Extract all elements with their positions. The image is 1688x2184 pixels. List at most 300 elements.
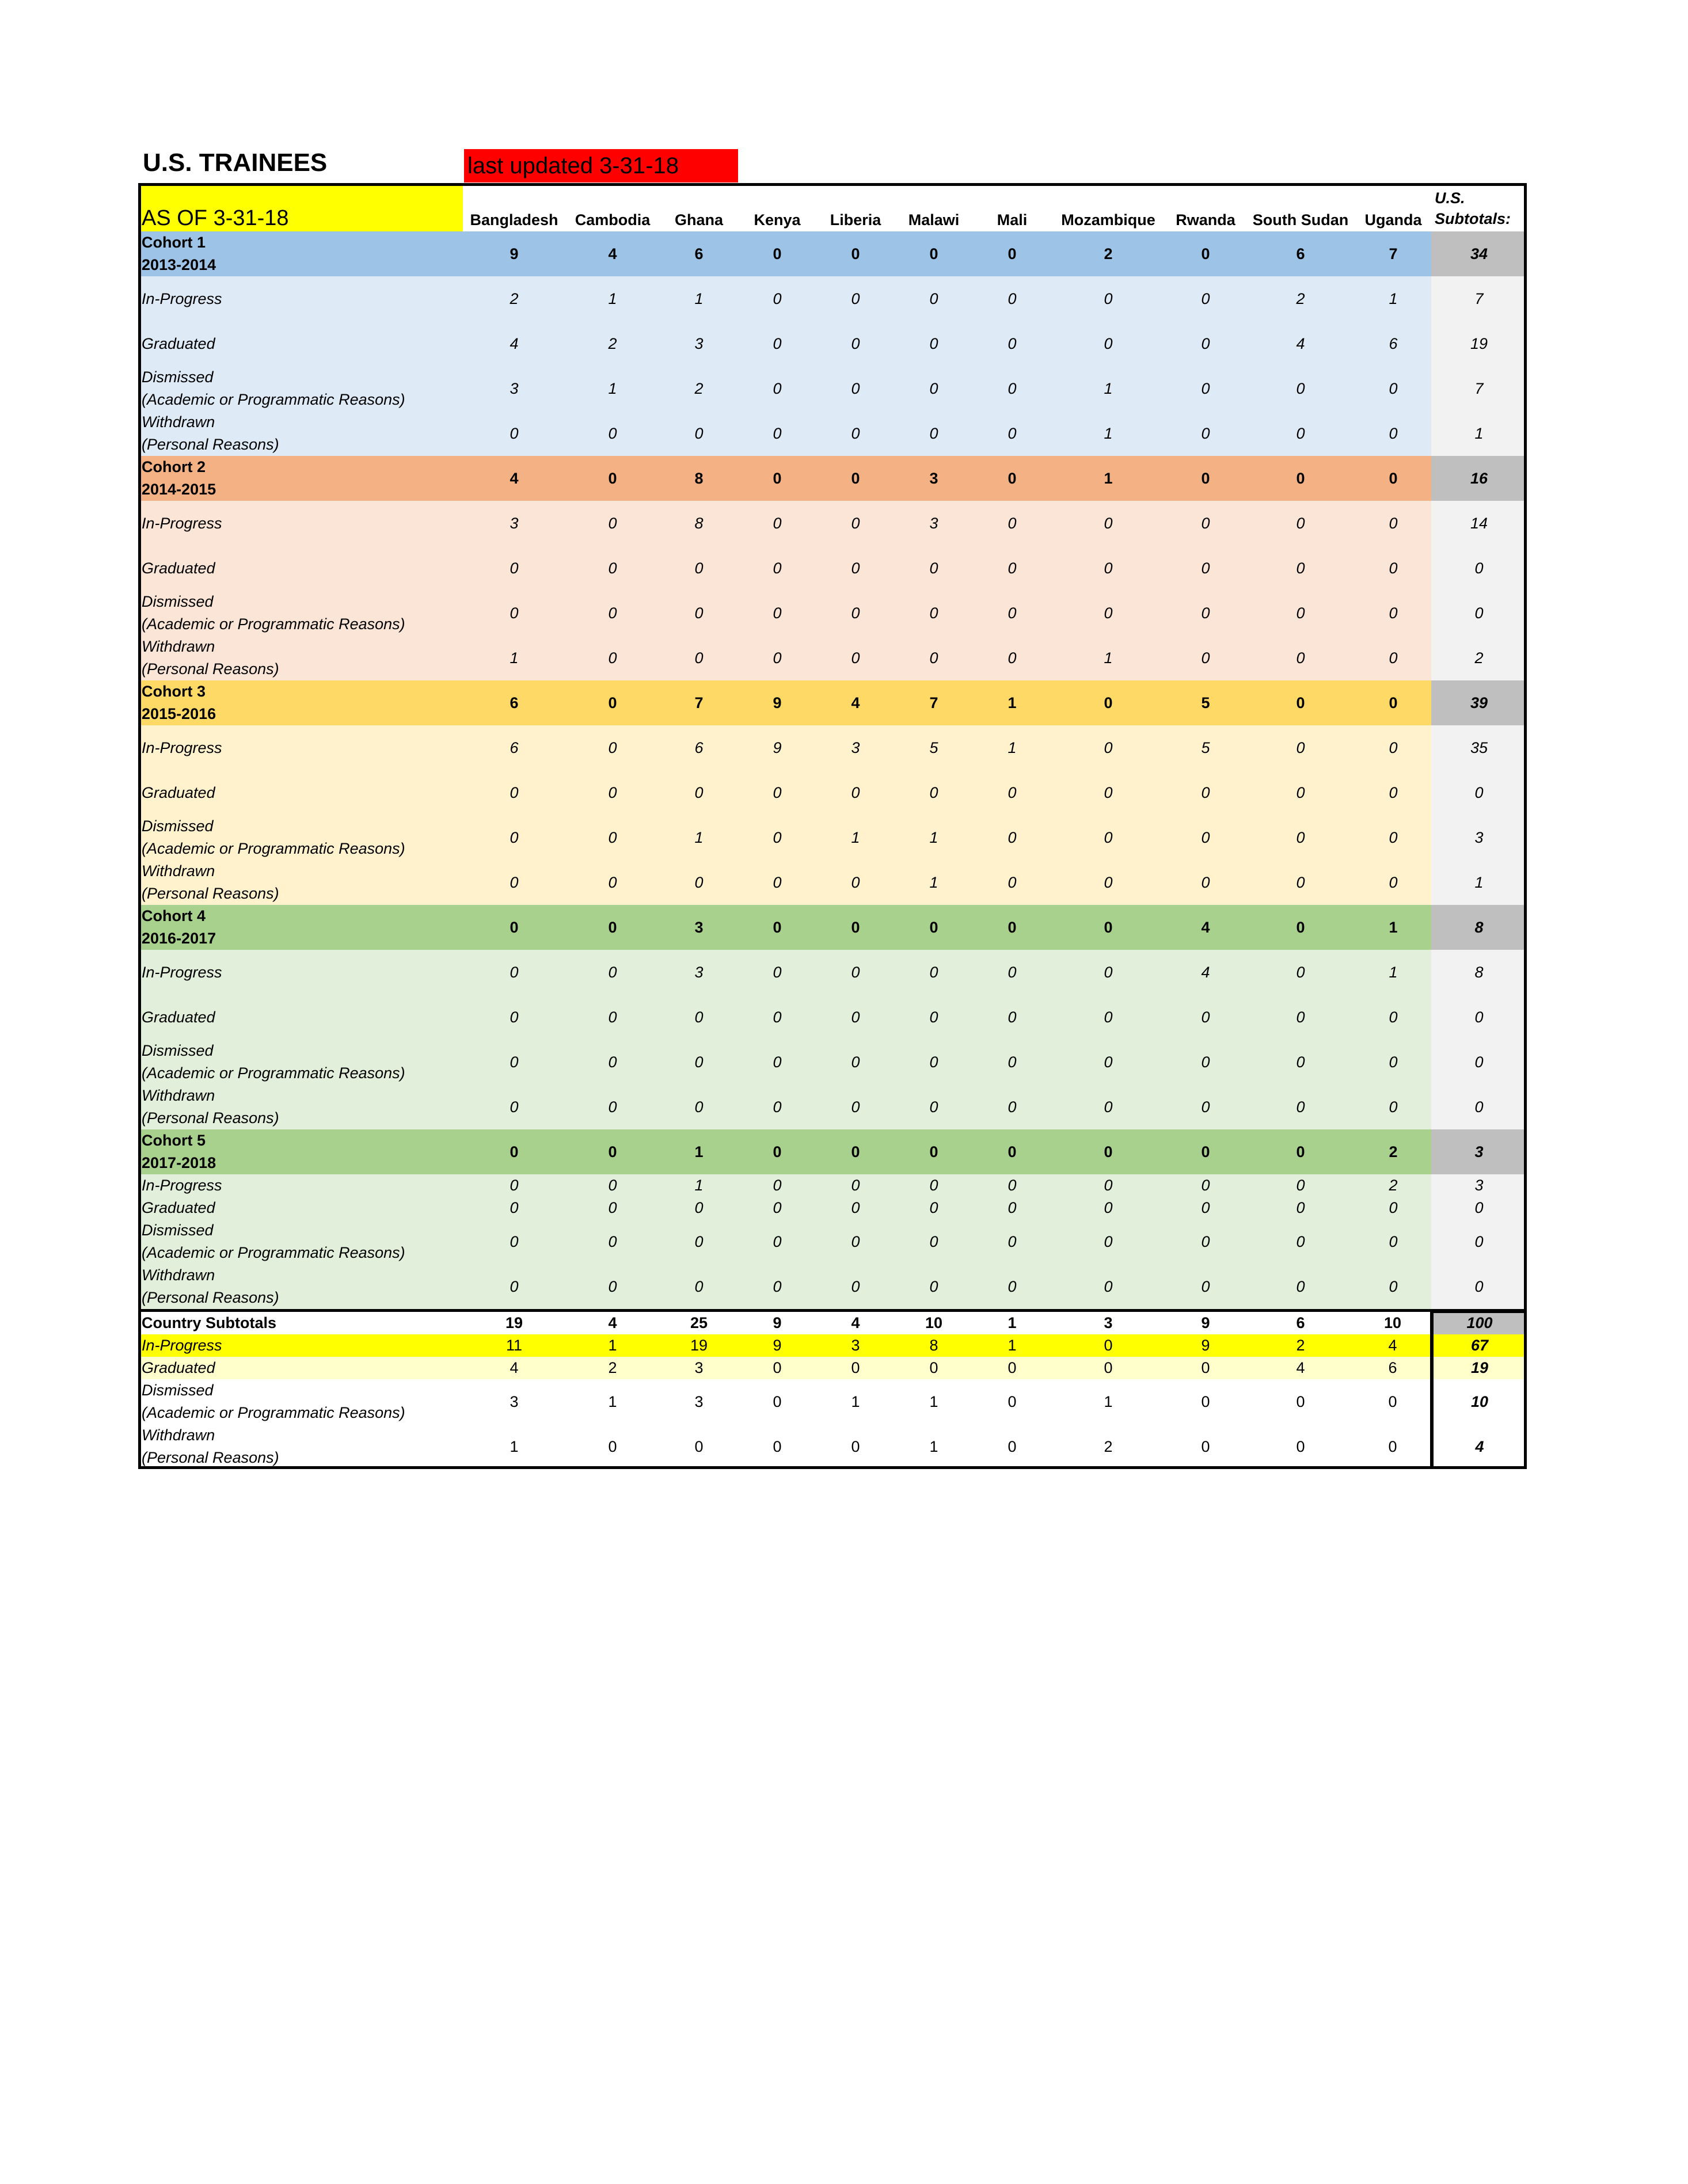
value-cell: 1 bbox=[929, 1437, 938, 1455]
trainees-table bbox=[138, 183, 1527, 1469]
value-cell: 0 bbox=[1104, 963, 1113, 981]
row-label: Dismissed (Academic or Programmatic Reasons) bbox=[142, 1382, 405, 1421]
cohort-total-cell: 7 bbox=[1389, 245, 1398, 262]
cohort-total-cell: 0 bbox=[1104, 694, 1113, 711]
value-cell: 2 bbox=[1296, 290, 1305, 307]
value-cell: 0 bbox=[510, 1277, 519, 1295]
value-cell: 0 bbox=[694, 1053, 704, 1071]
row-label: Withdrawn (Personal Reasons) bbox=[142, 1426, 279, 1466]
detail-row-graduated bbox=[138, 321, 1527, 366]
value-cell: 0 bbox=[1104, 514, 1113, 532]
value-cell: 0 bbox=[694, 1199, 704, 1216]
value-cell: 0 bbox=[773, 379, 782, 397]
cohort-total-cell: 0 bbox=[851, 1143, 860, 1161]
value-cell: 1 bbox=[608, 290, 617, 307]
detail-row-dismissed bbox=[138, 366, 1527, 411]
value-cell: 0 bbox=[1165, 1357, 1246, 1379]
subtotal-cell: 14 bbox=[1431, 501, 1527, 546]
cohort-total-cell: 9 bbox=[773, 694, 782, 711]
value-cell: 0 bbox=[851, 559, 860, 577]
value-cell: 0 bbox=[929, 1098, 938, 1116]
cohort-total-cell: 0 bbox=[851, 918, 860, 936]
cohort-total-cell: 0 bbox=[510, 918, 519, 936]
value-cell: 0 bbox=[1008, 873, 1017, 891]
row-label: In-Progress bbox=[142, 290, 222, 307]
value-cell: 0 bbox=[929, 290, 938, 307]
value-cell: 0 bbox=[1008, 783, 1017, 801]
value-cell: 0 bbox=[1104, 334, 1113, 352]
country-header-malawi: Malawi bbox=[895, 183, 973, 231]
value-cell: 0 bbox=[773, 963, 782, 981]
detail-row-dismissed bbox=[138, 1219, 1527, 1264]
value-cell: 0 bbox=[851, 1098, 860, 1116]
value-cell: 0 bbox=[773, 559, 782, 577]
value-cell: 1 bbox=[851, 828, 860, 846]
subtotal-cell: 1 bbox=[1431, 860, 1527, 905]
value-cell: 0 bbox=[1389, 514, 1398, 532]
subtotal-cell: 0 bbox=[1431, 1219, 1527, 1264]
value-cell: 0 bbox=[1051, 1334, 1165, 1357]
value-cell: 0 bbox=[773, 1008, 782, 1026]
cohort-total-cell: 0 bbox=[1201, 469, 1210, 487]
cohort-2-row bbox=[138, 456, 1527, 501]
cohort-total-cell: 6 bbox=[510, 694, 519, 711]
country-subtotal-cell: 1 bbox=[973, 1311, 1051, 1335]
value-cell: 0 bbox=[1008, 828, 1017, 846]
subtotal-cell: 19 bbox=[1431, 1357, 1527, 1379]
value-cell: 0 bbox=[1201, 604, 1210, 622]
value-cell: 0 bbox=[694, 1437, 704, 1455]
value-cell: 0 bbox=[1296, 783, 1305, 801]
value-cell: 0 bbox=[1389, 873, 1398, 891]
value-cell: 0 bbox=[1008, 559, 1017, 577]
subtotal-cell: 3 bbox=[1431, 1174, 1527, 1197]
value-cell: 0 bbox=[773, 1392, 782, 1410]
country-subtotal-row-dismissed bbox=[138, 1379, 1527, 1424]
value-cell: 0 bbox=[1296, 1008, 1305, 1026]
us-subtotals-header: U.S. Subtotals: bbox=[1431, 183, 1527, 231]
value-cell: 0 bbox=[1051, 1357, 1165, 1379]
cohort-total-cell: 1 bbox=[1389, 918, 1398, 936]
cohort-total-cell: 0 bbox=[1389, 469, 1398, 487]
value-cell: 0 bbox=[929, 783, 938, 801]
country-header-cambodia: Cambodia bbox=[565, 183, 660, 231]
value-cell: 1 bbox=[1104, 1392, 1113, 1410]
detail-row-withdrawn bbox=[138, 1085, 1527, 1129]
row-label: In-Progress bbox=[142, 739, 222, 756]
cohort-total-cell: 7 bbox=[929, 694, 938, 711]
row-label: Graduated bbox=[142, 559, 215, 577]
value-cell: 0 bbox=[1389, 1053, 1398, 1071]
cohort-total-cell: 0 bbox=[851, 245, 860, 262]
row-label: Graduated bbox=[142, 1008, 215, 1026]
country-subtotal-row-graduated bbox=[138, 1357, 1527, 1379]
value-cell: 19 bbox=[660, 1334, 738, 1357]
value-cell: 0 bbox=[851, 1008, 860, 1026]
country-subtotal-cell: 25 bbox=[660, 1311, 738, 1335]
row-label: Withdrawn (Personal Reasons) bbox=[142, 638, 279, 678]
value-cell: 0 bbox=[694, 1098, 704, 1116]
value-cell: 0 bbox=[694, 873, 704, 891]
value-cell: 3 bbox=[694, 1392, 704, 1410]
value-cell: 2 bbox=[1389, 1177, 1398, 1194]
value-cell: 0 bbox=[1008, 1053, 1017, 1071]
value-cell: 0 bbox=[608, 604, 617, 622]
country-subtotal-cell: 4 bbox=[816, 1311, 895, 1335]
value-cell: 4 bbox=[1246, 1357, 1355, 1379]
value-cell: 0 bbox=[1104, 1053, 1113, 1071]
value-cell: 0 bbox=[1389, 828, 1398, 846]
value-cell: 0 bbox=[1201, 559, 1210, 577]
value-cell: 0 bbox=[510, 1199, 519, 1216]
value-cell: 0 bbox=[1201, 1232, 1210, 1250]
value-cell: 0 bbox=[1201, 828, 1210, 846]
cohort-total-cell: 0 bbox=[1296, 469, 1305, 487]
value-cell: 4 bbox=[1201, 963, 1210, 981]
value-cell: 0 bbox=[608, 1098, 617, 1116]
value-cell: 0 bbox=[1104, 1098, 1113, 1116]
subtotal-cell: 0 bbox=[1431, 770, 1527, 815]
value-cell: 0 bbox=[851, 1053, 860, 1071]
country-subtotal-cell: 19 bbox=[463, 1311, 565, 1335]
value-cell: 1 bbox=[973, 1334, 1051, 1357]
value-cell: 0 bbox=[1104, 1008, 1113, 1026]
value-cell: 0 bbox=[1104, 783, 1113, 801]
value-cell: 0 bbox=[1296, 828, 1305, 846]
detail-row-graduated bbox=[138, 770, 1527, 815]
cohort-total-cell: 0 bbox=[1008, 469, 1017, 487]
value-cell: 2 bbox=[608, 334, 617, 352]
value-cell: 0 bbox=[1201, 334, 1210, 352]
cohort-subtotal-cell: 16 bbox=[1431, 456, 1527, 501]
value-cell: 0 bbox=[1008, 604, 1017, 622]
country-subtotals-label: Country Subtotals bbox=[138, 1311, 463, 1335]
value-cell: 0 bbox=[1389, 559, 1398, 577]
cohort-5-row bbox=[138, 1129, 1527, 1174]
value-cell: 0 bbox=[1296, 873, 1305, 891]
country-header-rwanda: Rwanda bbox=[1165, 183, 1246, 231]
value-cell: 0 bbox=[851, 514, 860, 532]
value-cell: 0 bbox=[1296, 1098, 1305, 1116]
value-cell: 2 bbox=[510, 290, 519, 307]
row-label: Withdrawn (Personal Reasons) bbox=[142, 413, 279, 453]
cohort-total-cell: 9 bbox=[510, 245, 519, 262]
value-cell: 0 bbox=[851, 334, 860, 352]
value-cell: 0 bbox=[1389, 1199, 1398, 1216]
value-cell: 11 bbox=[463, 1334, 565, 1357]
cohort-total-cell: 6 bbox=[1296, 245, 1305, 262]
value-cell: 0 bbox=[1389, 739, 1398, 756]
value-cell: 1 bbox=[929, 828, 938, 846]
value-cell: 0 bbox=[608, 514, 617, 532]
value-cell: 2 bbox=[694, 379, 704, 397]
detail-row-in-progress bbox=[138, 276, 1527, 321]
value-cell: 0 bbox=[694, 783, 704, 801]
value-cell: 8 bbox=[895, 1334, 973, 1357]
value-cell: 0 bbox=[1104, 1232, 1113, 1250]
value-cell: 0 bbox=[608, 783, 617, 801]
value-cell: 0 bbox=[1296, 514, 1305, 532]
value-cell: 0 bbox=[929, 604, 938, 622]
subtotal-cell: 0 bbox=[1431, 1197, 1527, 1219]
row-label: Withdrawn (Personal Reasons) bbox=[142, 862, 279, 902]
value-cell: 9 bbox=[1165, 1334, 1246, 1357]
cohort-total-cell: 1 bbox=[1008, 694, 1017, 711]
last-updated-banner: last updated 3-31-18 bbox=[464, 149, 738, 182]
subtotal-cell: 3 bbox=[1431, 815, 1527, 860]
value-cell: 0 bbox=[773, 783, 782, 801]
value-cell: 0 bbox=[773, 604, 782, 622]
value-cell: 1 bbox=[1104, 424, 1113, 442]
value-cell: 0 bbox=[1008, 424, 1017, 442]
value-cell: 1 bbox=[1104, 649, 1113, 667]
value-cell: 0 bbox=[694, 559, 704, 577]
value-cell: 0 bbox=[694, 1232, 704, 1250]
value-cell: 0 bbox=[1389, 1008, 1398, 1026]
detail-row-withdrawn bbox=[138, 1264, 1527, 1311]
cohort-subtotal-cell: 34 bbox=[1431, 231, 1527, 276]
value-cell: 0 bbox=[773, 828, 782, 846]
subtotal-cell: 0 bbox=[1431, 995, 1527, 1040]
cohort-label: Cohort 2 2014-2015 bbox=[142, 458, 216, 498]
value-cell: 0 bbox=[1008, 1232, 1017, 1250]
value-cell: 6 bbox=[1355, 1357, 1431, 1379]
page-title: U.S. TRAINEES bbox=[143, 149, 328, 177]
value-cell: 0 bbox=[773, 290, 782, 307]
value-cell: 0 bbox=[1389, 1098, 1398, 1116]
value-cell: 0 bbox=[851, 424, 860, 442]
as-of-label: AS OF 3-31-18 bbox=[138, 183, 463, 231]
country-header-south-sudan: South Sudan bbox=[1246, 183, 1355, 231]
row-label: Withdrawn (Personal Reasons) bbox=[142, 1266, 279, 1306]
value-cell: 0 bbox=[1008, 1199, 1017, 1216]
value-cell: 0 bbox=[510, 963, 519, 981]
cohort-total-cell: 0 bbox=[773, 1143, 782, 1161]
value-cell: 3 bbox=[510, 1392, 519, 1410]
value-cell: 0 bbox=[1201, 424, 1210, 442]
cohort-total-cell: 0 bbox=[1296, 1143, 1305, 1161]
value-cell: 1 bbox=[1389, 963, 1398, 981]
cohort-label: Cohort 3 2015-2016 bbox=[142, 683, 216, 722]
value-cell: 0 bbox=[773, 424, 782, 442]
value-cell: 0 bbox=[1201, 783, 1210, 801]
cohort-total-cell: 2 bbox=[1389, 1143, 1398, 1161]
country-header-bangladesh: Bangladesh bbox=[463, 183, 565, 231]
cohort-total-cell: 0 bbox=[1201, 245, 1210, 262]
value-cell: 0 bbox=[1008, 290, 1017, 307]
row-label: Dismissed (Academic or Programmatic Reasons) bbox=[142, 817, 405, 857]
value-cell: 1 bbox=[929, 1392, 938, 1410]
value-cell: 0 bbox=[773, 1437, 782, 1455]
country-header-liberia: Liberia bbox=[816, 183, 895, 231]
value-cell: 0 bbox=[510, 828, 519, 846]
cohort-1-row bbox=[138, 231, 1527, 276]
value-cell: 0 bbox=[608, 1277, 617, 1295]
value-cell: 0 bbox=[816, 1357, 895, 1379]
cohort-total-cell: 0 bbox=[608, 918, 617, 936]
value-cell: 0 bbox=[1296, 649, 1305, 667]
value-cell: 0 bbox=[1201, 649, 1210, 667]
cohort-total-cell: 0 bbox=[608, 1143, 617, 1161]
cohort-total-cell: 0 bbox=[773, 918, 782, 936]
cohort-total-cell: 0 bbox=[929, 1143, 938, 1161]
value-cell: 0 bbox=[1201, 873, 1210, 891]
subtotal-cell: 10 bbox=[1431, 1379, 1527, 1424]
cohort-total-cell: 0 bbox=[1104, 1143, 1113, 1161]
value-cell: 0 bbox=[773, 1098, 782, 1116]
value-cell: 0 bbox=[1008, 1008, 1017, 1026]
cohort-subtotal-cell: 3 bbox=[1431, 1129, 1527, 1174]
value-cell: 0 bbox=[851, 783, 860, 801]
value-cell: 0 bbox=[510, 1232, 519, 1250]
value-cell: 0 bbox=[510, 783, 519, 801]
value-cell: 3 bbox=[929, 514, 938, 532]
value-cell: 0 bbox=[929, 334, 938, 352]
cohort-total-cell: 3 bbox=[929, 469, 938, 487]
detail-row-in-progress bbox=[138, 950, 1527, 995]
cohort-total-cell: 0 bbox=[608, 469, 617, 487]
detail-row-graduated bbox=[138, 995, 1527, 1040]
value-cell: 0 bbox=[1389, 379, 1398, 397]
value-cell: 0 bbox=[851, 1277, 860, 1295]
country-subtotal-row-in-progress bbox=[138, 1334, 1527, 1357]
cohort-total-cell: 0 bbox=[1008, 918, 1017, 936]
detail-row-withdrawn bbox=[138, 411, 1527, 456]
value-cell: 0 bbox=[773, 334, 782, 352]
value-cell: 0 bbox=[1008, 649, 1017, 667]
value-cell: 0 bbox=[1296, 1277, 1305, 1295]
value-cell: 0 bbox=[1389, 649, 1398, 667]
value-cell: 0 bbox=[1296, 379, 1305, 397]
value-cell: 0 bbox=[1201, 1098, 1210, 1116]
value-cell: 0 bbox=[1296, 1053, 1305, 1071]
cohort-total-cell: 0 bbox=[608, 694, 617, 711]
grand-total-cell: 100 bbox=[1431, 1311, 1527, 1335]
value-cell: 0 bbox=[773, 514, 782, 532]
detail-row-dismissed bbox=[138, 591, 1527, 636]
value-cell: 5 bbox=[1201, 739, 1210, 756]
value-cell: 0 bbox=[1104, 559, 1113, 577]
detail-row-in-progress bbox=[138, 1174, 1527, 1197]
value-cell: 0 bbox=[1389, 783, 1398, 801]
value-cell: 0 bbox=[1389, 604, 1398, 622]
value-cell: 0 bbox=[1296, 1177, 1305, 1194]
value-cell: 1 bbox=[694, 1177, 704, 1194]
value-cell: 0 bbox=[608, 649, 617, 667]
value-cell: 0 bbox=[1008, 514, 1017, 532]
value-cell: 0 bbox=[851, 873, 860, 891]
detail-row-graduated bbox=[138, 546, 1527, 591]
value-cell: 0 bbox=[608, 1177, 617, 1194]
detail-row-withdrawn bbox=[138, 636, 1527, 680]
subtotal-cell: 4 bbox=[1431, 1424, 1527, 1469]
cohort-total-cell: 0 bbox=[929, 245, 938, 262]
subtotal-cell: 0 bbox=[1431, 591, 1527, 636]
subtotal-cell: 0 bbox=[1431, 546, 1527, 591]
value-cell: 0 bbox=[1296, 739, 1305, 756]
cohort-total-cell: 1 bbox=[1104, 469, 1113, 487]
value-cell: 1 bbox=[510, 1437, 519, 1455]
value-cell: 6 bbox=[1389, 334, 1398, 352]
value-cell: 0 bbox=[1104, 290, 1113, 307]
country-subtotal-cell: 3 bbox=[1051, 1311, 1165, 1335]
value-cell: 0 bbox=[608, 1437, 617, 1455]
row-label: Dismissed (Academic or Programmatic Reasons) bbox=[142, 1222, 405, 1261]
subtotal-cell: 67 bbox=[1431, 1334, 1527, 1357]
value-cell: 0 bbox=[851, 379, 860, 397]
subtotal-cell: 1 bbox=[1431, 411, 1527, 456]
cohort-label: Cohort 4 2016-2017 bbox=[142, 907, 216, 947]
country-subtotals-row bbox=[138, 1311, 1527, 1335]
subtotal-cell: 7 bbox=[1431, 276, 1527, 321]
value-cell: 0 bbox=[895, 1357, 973, 1379]
country-subtotal-cell: 10 bbox=[1355, 1311, 1431, 1335]
value-cell: 0 bbox=[694, 424, 704, 442]
cohort-4-row bbox=[138, 905, 1527, 950]
value-cell: 0 bbox=[929, 1277, 938, 1295]
value-cell: 0 bbox=[851, 290, 860, 307]
value-cell: 0 bbox=[1201, 379, 1210, 397]
row-label: In-Progress bbox=[142, 514, 222, 532]
cohort-subtotal-cell: 8 bbox=[1431, 905, 1527, 950]
cohort-total-cell: 4 bbox=[1201, 918, 1210, 936]
value-cell: 0 bbox=[1201, 1392, 1210, 1410]
value-cell: 0 bbox=[773, 1232, 782, 1250]
value-cell: 0 bbox=[1296, 963, 1305, 981]
value-cell: 0 bbox=[608, 873, 617, 891]
value-cell: 0 bbox=[773, 1277, 782, 1295]
value-cell: 0 bbox=[694, 649, 704, 667]
value-cell: 0 bbox=[1008, 1392, 1017, 1410]
value-cell: 0 bbox=[851, 963, 860, 981]
cohort-label: Cohort 5 2017-2018 bbox=[142, 1132, 216, 1171]
value-cell: 0 bbox=[773, 649, 782, 667]
subtotal-cell: 19 bbox=[1431, 321, 1527, 366]
value-cell: 0 bbox=[929, 1008, 938, 1026]
cohort-total-cell: 1 bbox=[694, 1143, 704, 1161]
value-cell: 0 bbox=[608, 828, 617, 846]
row-label: In-Progress bbox=[142, 1177, 222, 1194]
value-cell: 0 bbox=[851, 1437, 860, 1455]
value-cell: 0 bbox=[510, 1053, 519, 1071]
value-cell: 0 bbox=[773, 873, 782, 891]
value-cell: 0 bbox=[1104, 1177, 1113, 1194]
value-cell: 8 bbox=[694, 514, 704, 532]
value-cell: 0 bbox=[1296, 424, 1305, 442]
row-label: Graduated bbox=[142, 783, 215, 801]
value-cell: 6 bbox=[694, 739, 704, 756]
value-cell: 0 bbox=[608, 1232, 617, 1250]
row-label: In-Progress bbox=[138, 1334, 463, 1357]
value-cell: 2 bbox=[1246, 1334, 1355, 1357]
cohort-total-cell: 4 bbox=[510, 469, 519, 487]
header-row bbox=[138, 183, 1527, 231]
value-cell: 0 bbox=[608, 1008, 617, 1026]
cohort-total-cell: 5 bbox=[1201, 694, 1210, 711]
cohort-total-cell: 0 bbox=[1296, 918, 1305, 936]
value-cell: 1 bbox=[608, 1392, 617, 1410]
value-cell: 3 bbox=[510, 379, 519, 397]
cohort-total-cell: 0 bbox=[1104, 918, 1113, 936]
value-cell: 0 bbox=[1104, 1199, 1113, 1216]
value-cell: 0 bbox=[1104, 604, 1113, 622]
country-header-mali: Mali bbox=[973, 183, 1051, 231]
value-cell: 0 bbox=[1201, 514, 1210, 532]
subtotal-cell: 0 bbox=[1431, 1085, 1527, 1129]
value-cell: 0 bbox=[1296, 1392, 1305, 1410]
value-cell: 0 bbox=[929, 963, 938, 981]
detail-row-graduated bbox=[138, 1197, 1527, 1219]
